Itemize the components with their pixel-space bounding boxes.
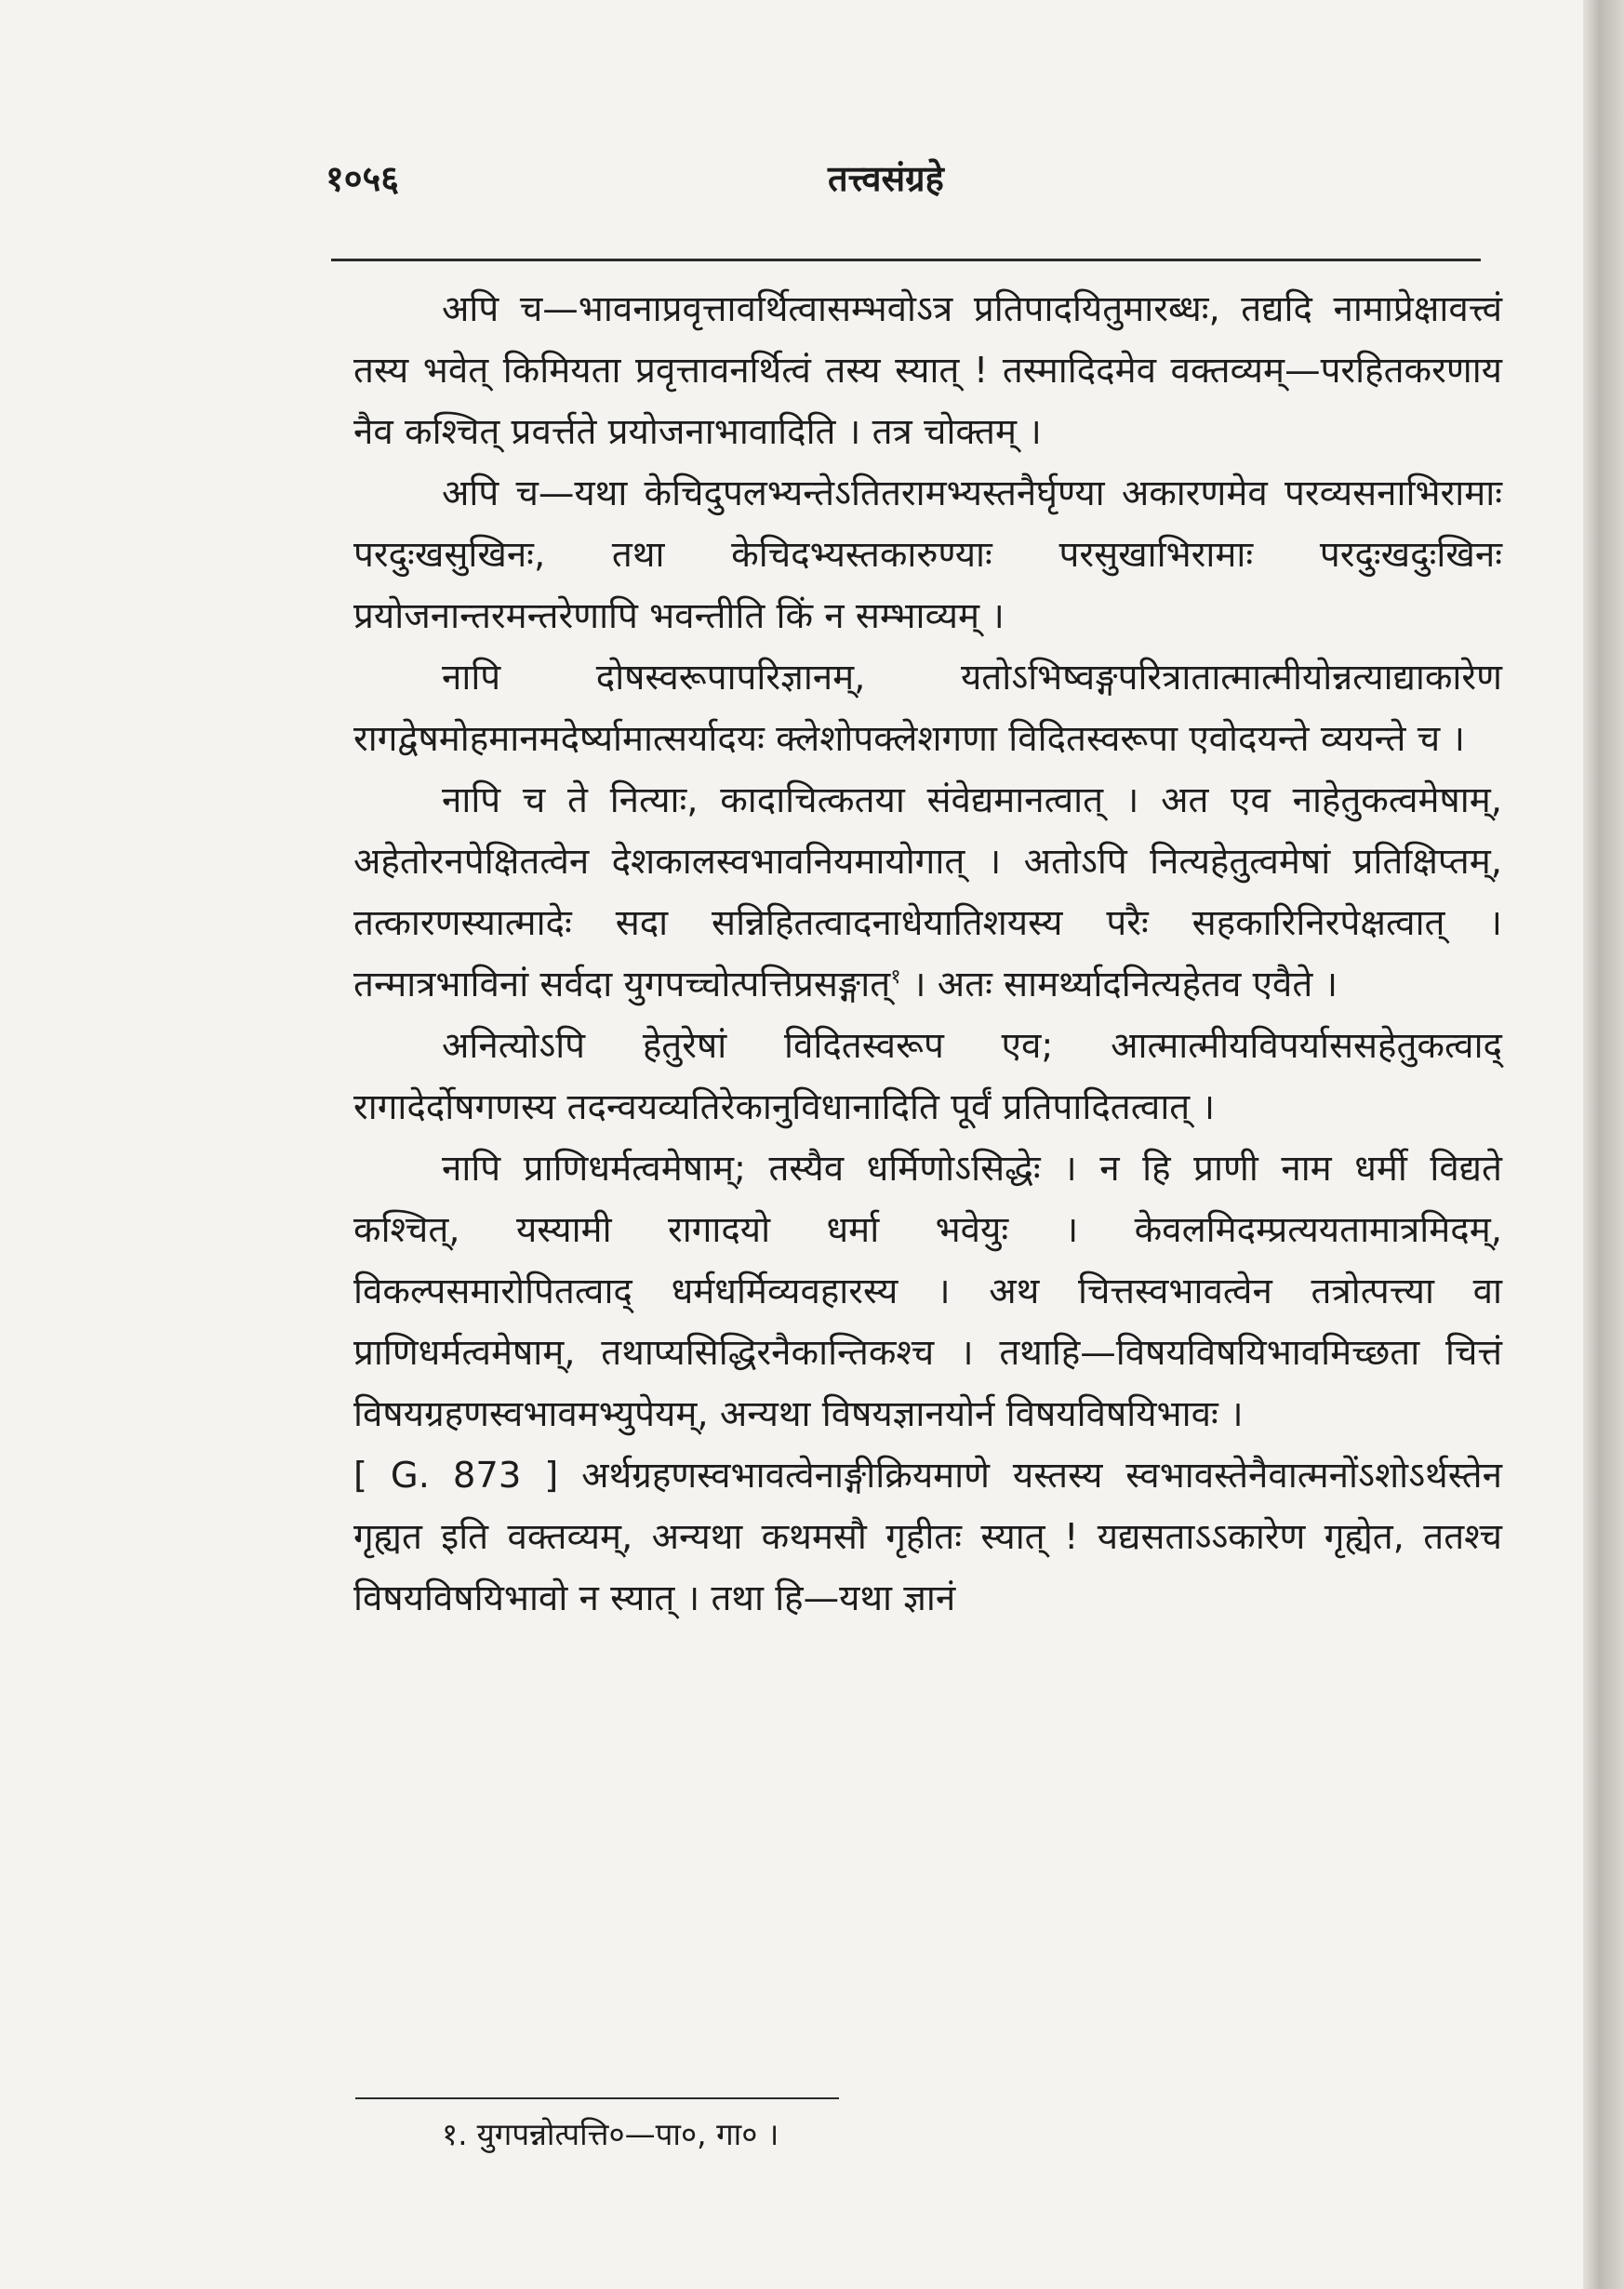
paragraph-text: । अतः सामर्थ्यादनित्यहेतव एवैते ।: [900, 964, 1338, 1005]
paragraph: [353, 1445, 1502, 1630]
page-edge-shadow: [1583, 0, 1624, 2289]
paragraph: नापि प्राणिधर्मत्वमेषाम्; तस्यैव धर्मिणोऽसिद्धेः । न हि प्राणी नाम धर्मी विद्यते कश्चित्, यस्यामी रागादयो धर्मा भवेयुः । केवलमिदम्प्रत्ययतामात्रमिदम्, विकल्पसमारोपितत्वाद् धर्मधर्मिव्यवहारस्य । अथ चित्तस्वभावत्वेन तत्रोत्पत्त्या वा प्राणिधर्मत्वमेषाम्, तथाप्यसिद्धिरनैकान्तिकश्च । तथाहि—विषयविषयिभावमिच्छता चित्तं विषयग्रहणस्वभावमभ्युपेयम्, अन्यथा विषयज्ञानयोर्न विषयविषयिभावः ।: [353, 1148, 1502, 1435]
gaekwad-page-reference: [ G. 873 ]: [353, 1455, 559, 1497]
page-header: [326, 153, 1484, 219]
running-title: तत्त्वसंग्रहे: [828, 158, 944, 199]
paragraph: [353, 770, 1502, 1016]
main-text: [353, 279, 1502, 1630]
paragraph-text: नापि च ते नित्याः, कादाचित्कतया संवेद्यमानत्वात् । अत एव नाहेतुकत्वमेषाम्, अहेतोरनपेक्षितत्वेन देशकालस्वभावनियमायोगात् । अतोऽपि नित्यहेतुत्वमेषां प्रतिक्षिप्तम्, तत्कारणस्यात्मादेः सदा सन्निहितत्वादनाधेयातिशयस्य परैः सहकारिनिरपेक्षत्वात् । तन्मात्रभाविनां सर्वदा युगपच्चोत्पत्तिप्रसङ्गात्: [353, 779, 1502, 1005]
page-number: १०५६: [326, 158, 400, 199]
paragraph: नापि दोषस्वरूपापरिज्ञानम्, यतोऽभिष्वङ्गपरित्रातात्मात्मीयोन्नत्याद्याकारेण रागद्वेषमोहमानमदेर्ष्यामात्सर्यादयः क्लेशोपक्लेशगणा विदितस्वरूपा एवोदयन्ते व्ययन्ते च ।: [353, 657, 1502, 760]
footnote: [442, 2111, 1372, 2158]
paragraph: अनित्योऽपि हेतुरेषां विदितस्वरूप एव; आत्मात्मीयविपर्याससहेतुकत्वाद् रागादेर्दोषगणस्य तदन्वयव्यतिरेकानुविधानादिति पूर्वं प्रतिपादितत्वात् ।: [353, 1025, 1502, 1128]
paragraph-text: अर्थग्रहणस्वभावत्वेनाङ्गीक्रियमाणे यस्तस्य स्वभावस्तेनैवात्मनोंऽशोऽर्थस्तेन गृह्यत इति वक्तव्यम्, अन्यथा कथमसौ गृहीतः स्यात् ! यद्यसताऽऽकारेण गृह्येत, ततश्च विषयविषयिभावो न स्यात् । तथा हि—यथा ज्ञानं: [353, 1455, 1502, 1619]
footnote-text: युगपन्नोत्पत्ति०—पा०, गा० ।: [476, 2116, 779, 2152]
paragraph: अपि च—भावनाप्रवृत्तावर्थित्वासम्भवोऽत्र प्रतिपादयितुमारब्धः, तद्यदि नामाप्रेक्षावत्त्वं तस्य भवेत् किमियता प्रवृत्तावनर्थित्वं तस्य स्यात् ! तस्मादिदमेव वक्तव्यम्—परहितकरणाय नैव कश्चित् प्रवर्त्तते प्रयोजनाभावादिति । तत्र चोक्तम् ।: [353, 288, 1502, 453]
footnote-marker: १: [890, 965, 901, 990]
footnote-number: १.: [442, 2116, 468, 2152]
header-rule: [331, 259, 1481, 261]
paragraph: अपि च—यथा केचिदुपलभ्यन्तेऽतितरामभ्यस्तनैर्घृण्या अकारणमेव परव्यसनाभिरामाः परदुःखसुखिनः, तथा केचिदभ्यस्तकारुण्याः परसुखाभिरामाः परदुःखदुःखिनः प्रयोजनान्तरमन्तरेणापि भवन्तीति किं न सम्भाव्यम् ।: [353, 472, 1502, 637]
footnote-rule: [355, 2097, 839, 2099]
